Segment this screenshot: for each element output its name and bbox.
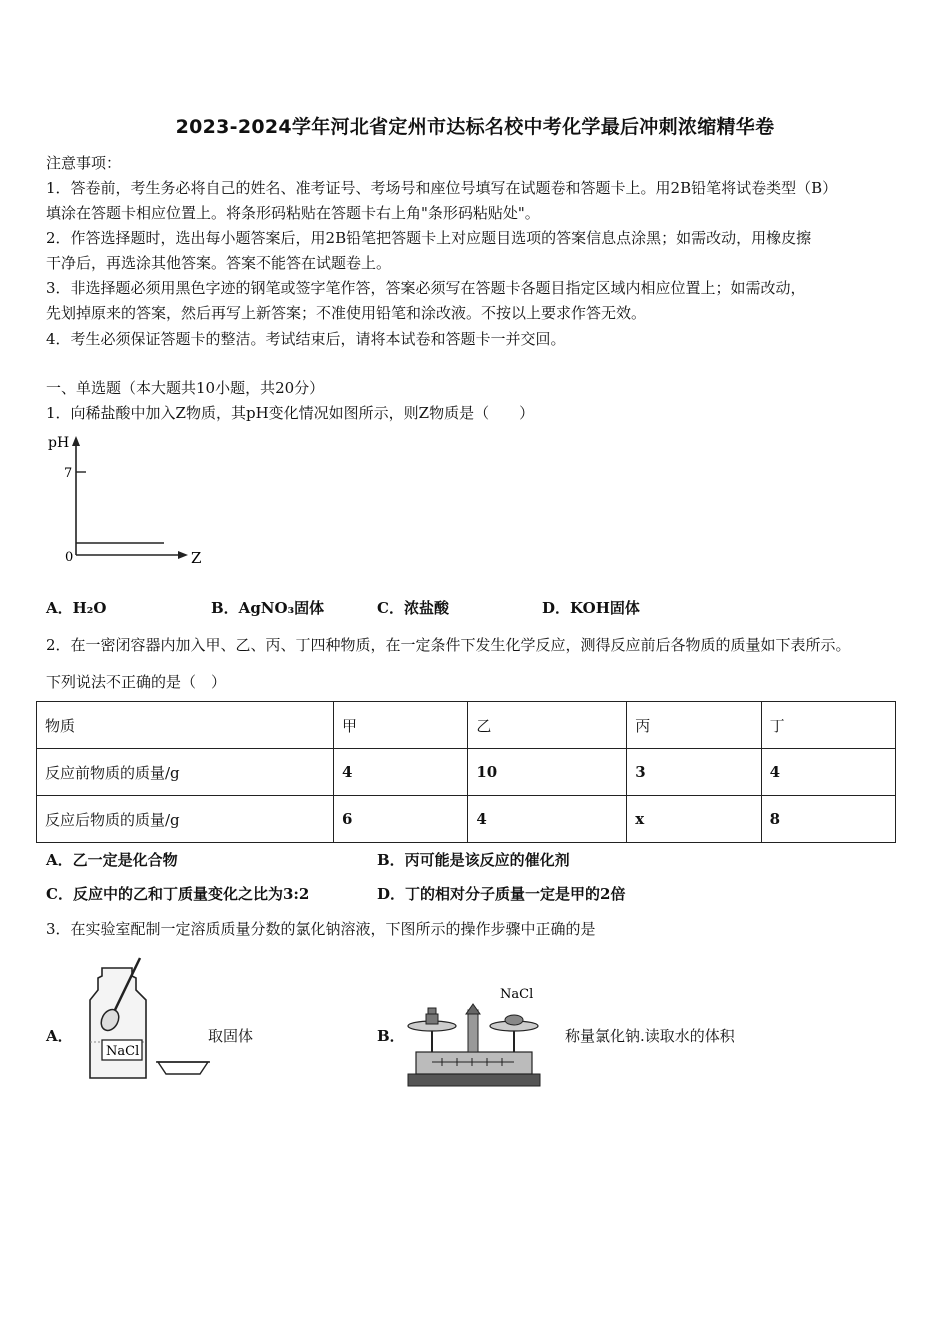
notice-line: 先划掉原来的答案，然后再写上新答案；不准使用铅笔和涂改液。不按以上要求作答无效。	[46, 304, 647, 322]
notice-line: 填涂在答题卡相应位置上。将条形码粘贴在答题卡右上角"条形码粘贴处"。	[46, 204, 540, 222]
balance-post	[468, 1010, 478, 1052]
q3-option-b-letter: B．	[377, 1027, 405, 1045]
q1-option-c: C．浓盐酸	[377, 599, 449, 617]
reagent-bottle-illustration	[80, 950, 220, 1085]
pan-label-text: NaCl	[500, 987, 534, 1002]
table-cell: 6	[334, 796, 468, 843]
notice-heading: 注意事项：	[46, 154, 122, 172]
q1-option-b: B．AgNO₃固体	[211, 599, 325, 617]
table-cell: 3	[627, 749, 761, 796]
table-cell: 4	[468, 796, 627, 843]
table-cell: 4	[334, 749, 468, 796]
tick-7-label: 7	[64, 466, 73, 481]
balance-illustration	[402, 982, 547, 1092]
ph-graph	[40, 430, 220, 575]
table-cell: 反应前物质的质量/g	[37, 749, 334, 796]
table-cell: 丁	[761, 702, 895, 749]
q2-option-a: A．乙一定是化合物	[46, 851, 178, 869]
q1-option-a: A．H₂O	[46, 599, 107, 617]
table-cell: 物质	[37, 702, 334, 749]
balance-body	[416, 1052, 532, 1074]
q2-option-d: D．丁的相对分子质量一定是甲的2倍	[377, 885, 626, 903]
table-cell: 8	[761, 796, 895, 843]
salt-pile-icon	[505, 1015, 523, 1025]
question-3-stem: 3．在实验室配制一定溶质质量分数的氯化钠溶液，下图所示的操作步骤中正确的是	[46, 920, 596, 938]
page-title: 2023-2024学年河北省定州市达标名校中考化学最后冲刺浓缩精华卷	[175, 116, 775, 138]
balance-base	[408, 1074, 540, 1086]
tick-0-label: 0	[65, 550, 74, 565]
table-cell: 10	[468, 749, 627, 796]
balance-pointer-icon	[466, 1004, 480, 1014]
bottle-label-text: NaCl	[106, 1044, 140, 1059]
q2-option-b: B．丙可能是该反应的催化剂	[377, 851, 570, 869]
notice-line: 4．考生必须保证答题卡的整洁。考试结束后，请将本试卷和答题卡一并交回。	[46, 330, 566, 348]
table-header-row	[37, 702, 896, 749]
table-cell: x	[627, 796, 761, 843]
table-cell: 甲	[334, 702, 468, 749]
x-axis-label: Z	[191, 549, 202, 567]
table-cell: 乙	[468, 702, 627, 749]
q3-option-a-letter: A．	[46, 1027, 73, 1045]
x-axis-arrow	[178, 551, 188, 559]
y-axis-arrow	[72, 436, 80, 446]
section-heading: 一、单选题（本大题共10小题，共20分）	[46, 379, 325, 397]
notice-line: 2．作答选择题时，选出每小题答案后，用2B铅笔把答题卡上对应题目选项的答案信息点涂黑；如需改动，用橡皮擦	[46, 229, 812, 247]
table-cell: 4	[761, 749, 895, 796]
question-1-stem: 1．向稀盐酸中加入Z物质，其pH变化情况如图所示，则Z物质是（ ）	[46, 404, 535, 422]
notice-line: 1．答卷前，考生务必将自己的姓名、准考证号、考场号和座位号填写在试题卷和答题卡上。用2B铅笔将试卷类型（B）	[46, 179, 838, 197]
q1-option-d: D．KOH固体	[542, 599, 640, 617]
weight-icon	[428, 1008, 436, 1014]
q2-option-c: C．反应中的乙和丁质量变化之比为3:2	[46, 885, 310, 903]
y-axis-label: pH	[48, 435, 70, 451]
mass-table	[36, 701, 896, 843]
dish-icon	[158, 1062, 208, 1074]
weight-icon	[426, 1014, 438, 1024]
notice-line: 3．非选择题必须用黑色字迹的钢笔或签字笔作答，答案必须写在答题卡各题目指定区域内相应位置上；如需改动，	[46, 279, 806, 297]
q3-option-b-label: 称量氯化钠.读取水的体积	[565, 1027, 735, 1045]
q3-option-a-label: 取固体	[208, 1027, 254, 1045]
table-cell: 丙	[627, 702, 761, 749]
table-cell: 反应后物质的质量/g	[37, 796, 334, 843]
question-2-stem-2: 下列说法不正确的是（ ）	[46, 673, 227, 691]
table-row	[37, 749, 896, 796]
question-2-stem: 2．在一密闭容器内加入甲、乙、丙、丁四种物质，在一定条件下发生化学反应，测得反应前后各物质的质量如下表所示。	[46, 636, 851, 654]
table-row	[37, 796, 896, 843]
notice-line: 干净后，再选涂其他答案。答案不能答在试题卷上。	[46, 254, 392, 272]
